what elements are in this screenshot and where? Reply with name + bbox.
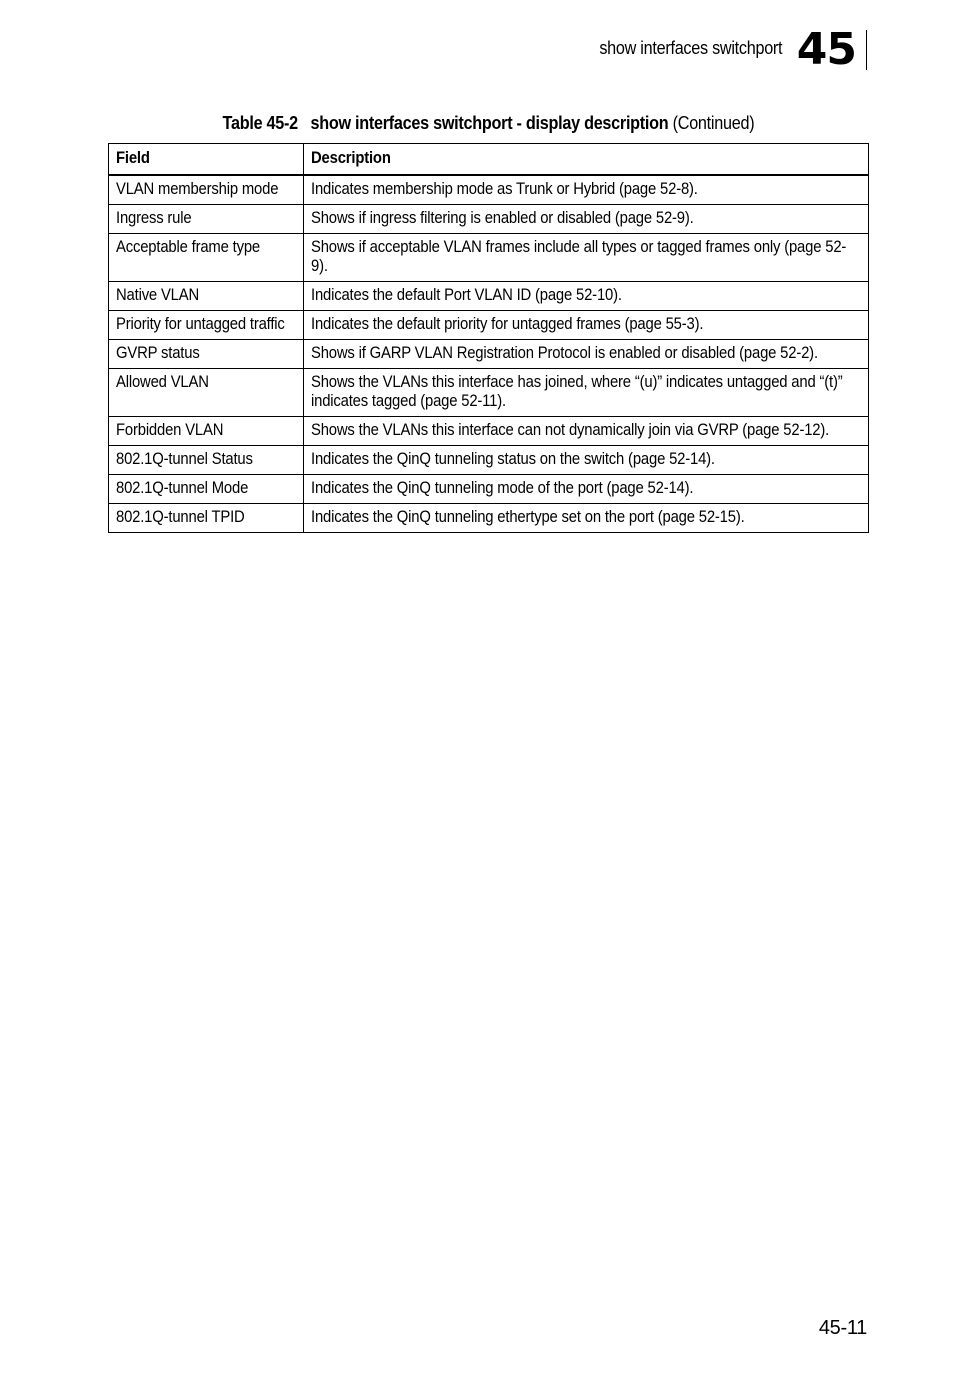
table-row [109, 446, 869, 475]
description-cell: Shows if GARP VLAN Registration Protocol is enabled or disabled (page 52-2). [304, 340, 869, 369]
description-cell: Shows if acceptable VLAN frames include all types or tagged frames only (page 52-9). [304, 234, 869, 282]
field-cell: VLAN membership mode [109, 175, 304, 205]
table-caption [108, 113, 868, 134]
description-cell: Indicates the default priority for untagged frames (page 55-3). [304, 311, 869, 340]
column-header-field: Field [109, 144, 304, 176]
table-row [109, 282, 869, 311]
table-row [109, 175, 869, 205]
description-cell: Indicates the QinQ tunneling ethertype set on the port (page 52-15). [304, 504, 869, 533]
field-cell: Allowed VLAN [109, 369, 304, 417]
description-cell: Indicates the QinQ tunneling status on the switch (page 52-14). [304, 446, 869, 475]
field-cell: Acceptable frame type [109, 234, 304, 282]
description-cell: Indicates membership mode as Trunk or Hybrid (page 52-8). [304, 175, 869, 205]
field-cell: Forbidden VLAN [109, 417, 304, 446]
description-table [108, 143, 869, 533]
table-row [109, 340, 869, 369]
table-continued-note: (Continued) [672, 113, 754, 133]
page-number: 45-11 [818, 1317, 867, 1339]
field-cell: Native VLAN [109, 282, 304, 311]
table-title: show interfaces switchport - display description [310, 113, 668, 133]
table-label: Table 45-2 [222, 113, 298, 133]
description-cell: Indicates the QinQ tunneling mode of the port (page 52-14). [304, 475, 869, 504]
table-row [109, 504, 869, 533]
description-cell: Shows the VLANs this interface can not dynamically join via GVRP (page 52-12). [304, 417, 869, 446]
page-header [579, 24, 867, 75]
running-header-title: show interfaces switchport [599, 37, 783, 58]
table-header-row [109, 144, 869, 176]
field-cell: 802.1Q-tunnel Status [109, 446, 304, 475]
field-cell: Priority for untagged traffic [109, 311, 304, 340]
table-row [109, 369, 869, 417]
table-row [109, 234, 869, 282]
field-cell: 802.1Q-tunnel Mode [109, 475, 304, 504]
table-row [109, 417, 869, 446]
field-cell: Ingress rule [109, 205, 304, 234]
table-row [109, 475, 869, 504]
table-row [109, 205, 869, 234]
description-cell: Indicates the default Port VLAN ID (page 52-10). [304, 282, 869, 311]
description-cell: Shows if ingress filtering is enabled or disabled (page 52-9). [304, 205, 869, 234]
field-cell: 802.1Q-tunnel TPID [109, 504, 304, 533]
table-row [109, 311, 869, 340]
chapter-number: 45 [797, 30, 867, 70]
description-cell: Shows the VLANs this interface has joined, where “(u)” indicates untagged and “(t)” indicates tagged (page 52-11). [304, 369, 869, 417]
column-header-description: Description [304, 144, 869, 176]
field-cell: GVRP status [109, 340, 304, 369]
